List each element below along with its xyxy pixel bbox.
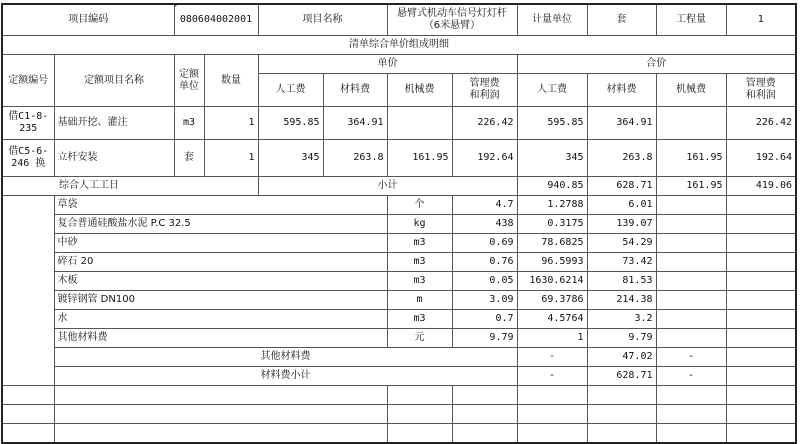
quota-qty[interactable]: 1	[204, 107, 258, 140]
material-row	[2, 234, 796, 253]
material-price[interactable]: 0.3175	[517, 215, 587, 234]
unit-value[interactable]: 套	[587, 4, 656, 36]
subtotal-label: 小计	[258, 177, 517, 196]
empty-cell[interactable]	[726, 386, 796, 405]
material-qty[interactable]: 438	[452, 215, 517, 234]
unit-labor[interactable]: 345	[258, 140, 323, 177]
col-quota-unit-line2: 单位	[179, 80, 199, 92]
unit-mgmt[interactable]: 226.42	[452, 107, 517, 140]
material-qty[interactable]: 4.7	[452, 196, 517, 215]
quota-unit[interactable]: m3	[174, 107, 204, 140]
project-name-value[interactable]	[387, 4, 517, 36]
material-total[interactable]: 54.29	[587, 234, 656, 253]
material-subtotal-price[interactable]: -	[517, 367, 587, 386]
project-code-value[interactable]: 080604002001	[174, 4, 258, 36]
unit-labor[interactable]: 595.85	[258, 107, 323, 140]
empty-cell[interactable]	[54, 386, 387, 405]
quota-code[interactable]	[2, 107, 54, 140]
section-title: 清单综合单价组成明细	[2, 36, 796, 55]
empty-cell[interactable]	[387, 424, 452, 444]
empty-cell[interactable]	[54, 424, 387, 444]
material-est-price[interactable]	[656, 196, 726, 215]
material-total[interactable]: 139.07	[587, 215, 656, 234]
total-machine[interactable]	[656, 107, 726, 140]
material-est-total[interactable]	[726, 272, 796, 291]
material-est-price[interactable]	[656, 234, 726, 253]
material-row	[2, 329, 796, 348]
col-quota-unit-line1: 定额	[179, 68, 199, 80]
material-unit[interactable]: m3	[387, 310, 452, 329]
empty-cell[interactable]	[517, 424, 587, 444]
material-row	[2, 215, 796, 234]
material-est-total[interactable]	[726, 291, 796, 310]
material-subtotal-total[interactable]: 628.71	[587, 367, 656, 386]
other-material-price[interactable]: -	[517, 348, 587, 367]
quota-code-line1: 借C1-8-	[8, 111, 49, 122]
material-price[interactable]: 78.6825	[517, 234, 587, 253]
material-est-price[interactable]	[656, 329, 726, 348]
material-est-total[interactable]	[726, 215, 796, 234]
material-price[interactable]: 96.5993	[517, 253, 587, 272]
material-est-price[interactable]	[656, 310, 726, 329]
empty-cell[interactable]	[2, 386, 54, 405]
col-unit-mgmt	[452, 74, 517, 107]
empty-cell[interactable]	[2, 424, 54, 444]
material-row	[2, 196, 796, 215]
quota-name[interactable]: 基础开挖、灌注	[54, 107, 174, 140]
col-unit-mgmt-line2: 和利润	[469, 90, 500, 101]
material-subtotal-est-total[interactable]	[726, 367, 796, 386]
unit-mgmt[interactable]: 192.64	[452, 140, 517, 177]
material-name[interactable]: 复合普通硅酸盐水泥 P.C 32.5	[54, 215, 387, 234]
material-name[interactable]: 其他材料费	[54, 329, 387, 348]
material-qty[interactable]: 3.09	[452, 291, 517, 310]
empty-cell[interactable]	[387, 386, 452, 405]
material-name[interactable]: 木板	[54, 272, 387, 291]
other-material-est-total[interactable]	[726, 348, 796, 367]
unit-price-analysis-table	[1, 3, 797, 444]
material-qty[interactable]: 0.69	[452, 234, 517, 253]
labor-day-label: 综合人工工日	[2, 177, 258, 196]
material-unit[interactable]: 个	[387, 196, 452, 215]
empty-cell[interactable]	[587, 386, 656, 405]
subtotal-material[interactable]: 628.71	[587, 177, 656, 196]
total-material[interactable]: 263.8	[587, 140, 656, 177]
material-name[interactable]: 草袋	[54, 196, 387, 215]
project-name-line2: （6米悬臂）	[423, 20, 481, 31]
other-material-label: 其他材料费	[54, 348, 517, 367]
material-row	[2, 253, 796, 272]
section-title-row	[2, 36, 796, 55]
total-mgmt[interactable]: 226.42	[726, 107, 796, 140]
empty-row	[2, 424, 796, 444]
empty-cell[interactable]	[726, 405, 796, 424]
material-row	[2, 272, 796, 291]
material-unit[interactable]: m3	[387, 234, 452, 253]
material-row	[2, 310, 796, 329]
material-total[interactable]: 9.79	[587, 329, 656, 348]
quantity-value[interactable]: 1	[726, 4, 796, 36]
material-total[interactable]: 81.53	[587, 272, 656, 291]
quota-code-line1: 借C5-6-	[8, 146, 49, 157]
col-quantity: 数量	[204, 55, 258, 107]
project-code-label: 项目编码	[2, 4, 174, 36]
empty-cell[interactable]	[54, 405, 387, 424]
other-material-total[interactable]: 47.02	[587, 348, 656, 367]
col-quota-code: 定额编号	[2, 55, 54, 107]
quota-code-line2: 235	[19, 123, 38, 134]
col-total-mgmt-line1: 管理费	[745, 78, 776, 89]
subtotal-labor[interactable]: 940.85	[517, 177, 587, 196]
col-total-price-group: 合价	[517, 55, 796, 74]
other-material-est-price[interactable]: -	[656, 348, 726, 367]
project-name-line1: 悬臂式机动车信号灯灯杆	[397, 8, 507, 19]
total-mgmt[interactable]: 192.64	[726, 140, 796, 177]
other-material-row	[2, 348, 796, 367]
quota-qty[interactable]: 1	[204, 140, 258, 177]
material-est-total[interactable]	[726, 196, 796, 215]
material-row	[2, 291, 796, 310]
quota-row	[2, 140, 796, 177]
material-est-total[interactable]	[726, 253, 796, 272]
empty-cell[interactable]	[452, 405, 517, 424]
empty-cell[interactable]	[587, 424, 656, 444]
unit-material[interactable]: 364.91	[323, 107, 387, 140]
material-total[interactable]: 73.42	[587, 253, 656, 272]
empty-cell[interactable]	[726, 424, 796, 444]
col-unit-mgmt-line1: 管理费	[469, 78, 500, 89]
quota-code[interactable]	[2, 140, 54, 177]
material-name[interactable]: 水	[54, 310, 387, 329]
material-total[interactable]: 6.01	[587, 196, 656, 215]
material-price[interactable]: 1.2788	[517, 196, 587, 215]
material-subtotal-label: 材料费小计	[54, 367, 517, 386]
material-qty[interactable]: 0.05	[452, 272, 517, 291]
quantity-label: 工程量	[656, 4, 726, 36]
empty-cell[interactable]	[452, 424, 517, 444]
empty-cell[interactable]	[587, 405, 656, 424]
total-machine[interactable]: 161.95	[656, 140, 726, 177]
empty-cell[interactable]	[517, 405, 587, 424]
material-detail-side-cell	[2, 196, 54, 386]
material-unit[interactable]: kg	[387, 215, 452, 234]
project-name-label: 项目名称	[258, 4, 387, 36]
material-qty[interactable]: 0.76	[452, 253, 517, 272]
material-est-total[interactable]	[726, 234, 796, 253]
material-name[interactable]: 碎石 20	[54, 253, 387, 272]
col-total-mgmt-line2: 和利润	[745, 90, 776, 101]
empty-cell[interactable]	[517, 386, 587, 405]
material-unit[interactable]: m3	[387, 253, 452, 272]
material-unit[interactable]: 元	[387, 329, 452, 348]
material-price[interactable]: 4.5764	[517, 310, 587, 329]
empty-cell[interactable]	[656, 424, 726, 444]
col-quota-unit	[174, 55, 204, 107]
empty-cell[interactable]	[2, 405, 54, 424]
material-qty[interactable]: 9.79	[452, 329, 517, 348]
col-quota-name: 定额项目名称	[54, 55, 174, 107]
material-total[interactable]: 3.2	[587, 310, 656, 329]
col-unit-machine: 机械费	[387, 74, 452, 107]
unit-label: 计量单位	[517, 4, 587, 36]
col-total-mgmt	[726, 74, 796, 107]
material-unit[interactable]: m	[387, 291, 452, 310]
empty-cell[interactable]	[656, 405, 726, 424]
material-price[interactable]: 1630.6214	[517, 272, 587, 291]
total-labor[interactable]: 595.85	[517, 107, 587, 140]
material-est-price[interactable]	[656, 253, 726, 272]
material-subtotal-est-price[interactable]: -	[656, 367, 726, 386]
material-total[interactable]: 214.38	[587, 291, 656, 310]
material-est-total[interactable]	[726, 329, 796, 348]
empty-cell[interactable]	[452, 386, 517, 405]
material-est-price[interactable]	[656, 272, 726, 291]
material-price[interactable]: 1	[517, 329, 587, 348]
col-unit-labor: 人工费	[258, 74, 323, 107]
subtotal-row	[2, 177, 796, 196]
material-name[interactable]: 镀锌钢管 DN100	[54, 291, 387, 310]
unit-machine[interactable]	[387, 107, 452, 140]
subtotal-machine[interactable]: 161.95	[656, 177, 726, 196]
material-qty[interactable]: 0.7	[452, 310, 517, 329]
material-est-price[interactable]	[656, 215, 726, 234]
col-unit-price-group: 单价	[258, 55, 517, 74]
subtotal-mgmt[interactable]: 419.06	[726, 177, 796, 196]
unit-machine[interactable]: 161.95	[387, 140, 452, 177]
empty-row	[2, 386, 796, 405]
material-est-price[interactable]	[656, 291, 726, 310]
total-material[interactable]: 364.91	[587, 107, 656, 140]
col-unit-material: 材料费	[323, 74, 387, 107]
quota-code-line2: 246 换	[11, 158, 46, 169]
header-row	[2, 4, 796, 36]
column-header-row-1	[2, 55, 796, 74]
total-labor[interactable]: 345	[517, 140, 587, 177]
col-total-material: 材料费	[587, 74, 656, 107]
empty-row	[2, 405, 796, 424]
col-total-labor: 人工费	[517, 74, 587, 107]
material-name[interactable]: 中砂	[54, 234, 387, 253]
quota-row	[2, 107, 796, 140]
empty-cell[interactable]	[656, 386, 726, 405]
material-price[interactable]: 69.3786	[517, 291, 587, 310]
material-unit[interactable]: m3	[387, 272, 452, 291]
quota-unit[interactable]: 套	[174, 140, 204, 177]
col-total-machine: 机械费	[656, 74, 726, 107]
quota-name[interactable]: 立杆安装	[54, 140, 174, 177]
empty-cell[interactable]	[387, 405, 452, 424]
unit-material[interactable]: 263.8	[323, 140, 387, 177]
material-subtotal-row	[2, 367, 796, 386]
material-est-total[interactable]	[726, 310, 796, 329]
